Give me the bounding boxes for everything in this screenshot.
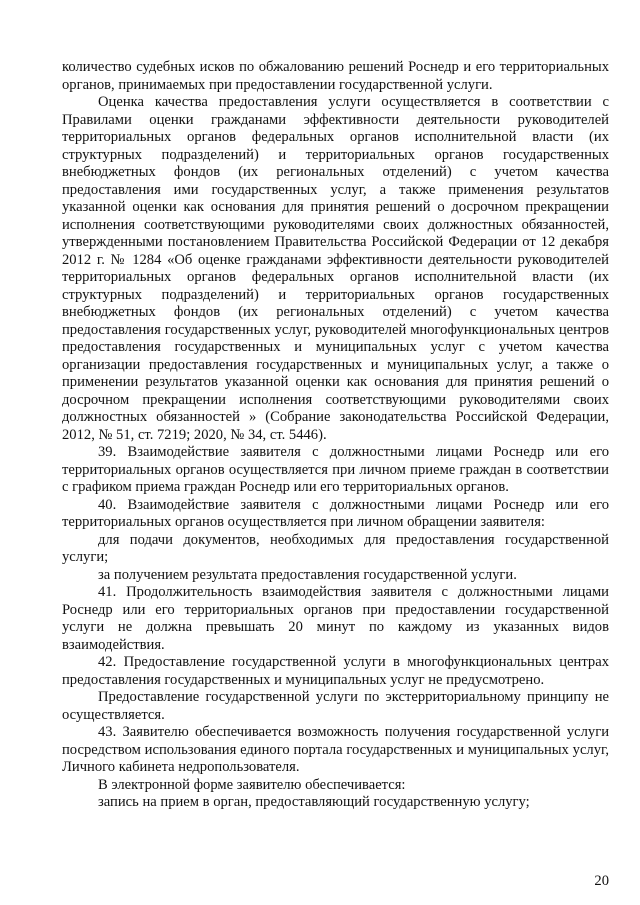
paragraph-40: 40. Взаимодействие заявителя с должностными лицами Роснедр или его территориальных органов осуществляется при личном обращении заявителя: — [62, 496, 609, 530]
paragraph-41: 41. Продолжительность взаимодействия заявителя с должностными лицами Роснедр или его территориальных органов при предоставлении государственной услуги не должна превышать 20 минут по каждому из указанных видов взаимодействия. — [62, 584, 609, 653]
paragraph-electronic-form: В электронной форме заявителю обеспечивается: — [98, 776, 406, 793]
paragraph-39: 39. Взаимодействие заявителя с должностными лицами Роснедр или его территориальных органов осуществляется при личном приеме граждан в соответствии с графиком приема граждан Роснедр или его территориальных органов. — [62, 444, 609, 495]
paragraph-quality-assessment: Оценка качества предоставления услуги осуществляется в соответствии с Правилами оценки гражданами эффективности деятельности руководителей территориальных органов федеральных органов исполнительной власти (их структурных подразделений) и территориальных органов государственных внебюджетных фондов (их региональных отделений) с учетом качества предоставления ими государственных услуг, а также применения результатов указанной оценки как основания для принятия решений о досрочном прекращении исполнения соответствующими руководителями своих должностных обязанностей, утвержденными постановлением Правительства Российской Федерации от 12 декабря 2012 г. № 1284 «Об оценке гражданами эффективности деятельности руководителей территориальных органов федеральных органов исполнительной власти (их структурных подразделений) и территориальных органов государственных внебюджетных фондов (их региональных отделений) с учетом качества предоставления государственных услуг, руководителей многофункциональных центров предоставления государственных и муниципальных услуг с учетом качества организации предоставления государственных и муниципальных услуг, а также о применении результатов указанной оценки как основания для принятия решений о досрочном прекращении исполнения соответствующими руководителями своих должностных обязанностей » (Собрание законодательства Российской Федерации, 2012, № 51, ст. 7219; 2020, № 34, ст. 5446). — [62, 94, 609, 443]
paragraph-43: 43. Заявителю обеспечивается возможность получения государственной услуги посредством использования единого портала государственных и муниципальных услуг, Личного кабинета недропользователя. — [62, 724, 609, 775]
paragraph-continuation: количество судебных исков по обжалованию решений Роснедр и его территориальных органов, принимаемых при предоставлении государственной услуги. — [62, 59, 609, 93]
paragraph-appointment: запись на прием в орган, предоставляющий государственную услугу; — [98, 794, 530, 810]
paragraph-42: 42. Предоставление государственной услуги в многофункциональных центрах предоставления государственных и муниципальных услуг не предусмотрено. — [62, 654, 609, 688]
paragraph-extraterritorial: Предоставление государственной услуги по экстерриториальному принципу не осуществляется. — [62, 689, 609, 723]
paragraph-40-item-result: за получением результата предоставления государственной услуги. — [98, 566, 517, 583]
page-number: 20 — [594, 873, 609, 889]
paragraph-40-item-documents: для подачи документов, необходимых для предоставления государственной услуги; — [62, 531, 609, 565]
document-body — [62, 59, 609, 812]
